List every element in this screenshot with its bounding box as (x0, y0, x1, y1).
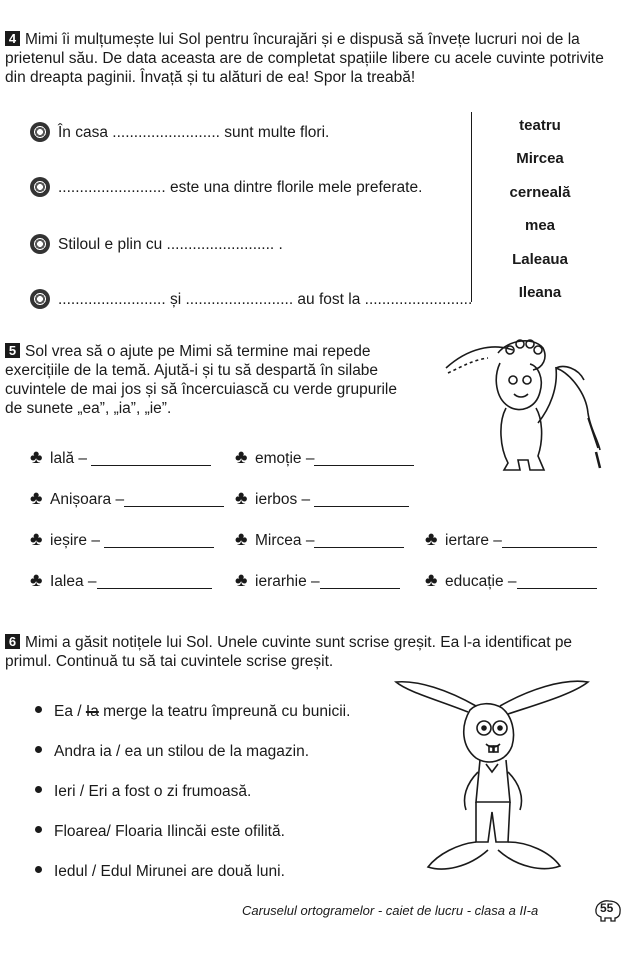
club-icon: ♣ (30, 570, 43, 591)
ex4-sentence-4: ......................... și ......................... au fost la ......................... (30, 289, 472, 309)
word-bank-item: teatru (519, 117, 561, 134)
answer-blank[interactable] (314, 465, 414, 466)
ex4-sentence-3: Stiloul e plin cu ......................... . (30, 234, 283, 254)
ex5-item: ♣ Anișoara – (30, 488, 224, 510)
word-bank-item: Ileana (518, 284, 562, 301)
page-number: 55 (600, 901, 614, 915)
club-icon: ♣ (30, 488, 43, 509)
club-icon: ♣ (235, 529, 248, 550)
answer-blank[interactable] (314, 506, 409, 507)
bullet-dot (35, 866, 42, 873)
ex5-item: ♣ educație – (425, 570, 597, 592)
answer-blank[interactable] (320, 588, 400, 589)
flower-icon (30, 122, 50, 142)
answer-blank[interactable] (124, 506, 224, 507)
word-bank-item: Mircea (516, 150, 564, 167)
page-number-badge (593, 898, 623, 922)
ex5-item: ♣ iertare – (425, 529, 597, 551)
answer-blank[interactable] (517, 588, 597, 589)
answer-blank[interactable] (91, 465, 211, 466)
ex6-instructions (5, 633, 620, 671)
answer-blank[interactable] (104, 547, 214, 548)
club-icon: ♣ (235, 447, 248, 468)
flower-icon (30, 289, 50, 309)
ex5-item: ♣ Ialea – (30, 570, 212, 592)
ex4-sentence-1: În casa ......................... sunt multe flori. (30, 122, 329, 142)
ex4-number-badge: 4 (5, 31, 20, 46)
ex6-sentence-1: Ea / Ia merge la teatru împreună cu bunicii. (35, 703, 350, 721)
bullet-dot (35, 826, 42, 833)
rabbit-illustration (388, 672, 618, 887)
ex5-instructions-text: Sol vrea să o ajute pe Mimi să termine mai repede exercițiile de la temă. Ajută-i și tu să despartă în silabe cuvintele de mai jos și să încercuiască cu verde grupurile de sunete „ea”, „ia”, „ie”. (5, 343, 397, 417)
ex6-sentence-4: Floarea/ Floaria Ilincăi este ofilită. (35, 823, 285, 841)
club-icon: ♣ (235, 488, 248, 509)
club-icon: ♣ (30, 529, 43, 550)
ex5-item: ♣ ierbos – (235, 488, 409, 510)
club-icon: ♣ (30, 447, 43, 468)
footer-text: Caruselul ortogramelor - caiet de lucru - clasa a II-a (242, 903, 539, 918)
ex5-item: ♣ ieșire – (30, 529, 214, 551)
club-icon: ♣ (425, 570, 438, 591)
club-icon: ♣ (235, 570, 248, 591)
ex4-sentence-2: ......................... este una dintre florile mele preferate. (30, 177, 422, 197)
ex6-sentence-2: Andra ia / ea un stilou de la magazin. (35, 743, 309, 761)
ex5-item: ♣ lală – (30, 447, 211, 469)
answer-blank[interactable] (97, 588, 212, 589)
answer-blank[interactable] (502, 547, 597, 548)
bullet-dot (35, 706, 42, 713)
crossed-word: Ia (85, 703, 99, 720)
ex6-instructions-text: Mimi a găsit notițele lui Sol. Unele cuvinte sunt scrise greșit. Ea l-a identificat pe primul. Continuă tu să tai cuvintele scrise greșit. (5, 634, 573, 670)
word-bank-divider (471, 112, 472, 302)
ex5-number-badge: 5 (5, 343, 20, 358)
ex5-instructions (5, 342, 405, 418)
ex4-instructions (5, 30, 620, 87)
ex6-sentence-5: Iedul / Edul Mirunei are două luni. (35, 863, 285, 881)
flower-icon (30, 177, 50, 197)
flower-icon (30, 234, 50, 254)
bullet-dot (35, 746, 42, 753)
squirrel-illustration (438, 328, 618, 478)
answer-blank[interactable] (314, 547, 404, 548)
word-bank-item: Laleaua (512, 251, 568, 268)
ex5-item: ♣ emoție – (235, 447, 414, 469)
ex5-item: ♣ ierarhie – (235, 570, 400, 592)
bullet-dot (35, 786, 42, 793)
word-bank-item: cerneală (509, 184, 571, 201)
club-icon: ♣ (425, 529, 438, 550)
word-bank-item: mea (524, 217, 556, 234)
ex5-item: ♣ Mircea – (235, 529, 404, 551)
ex6-number-badge: 6 (5, 634, 20, 649)
ex4-instructions-text: Mimi îi mulțumește lui Sol pentru încurajări și e dispusă să învețe lucruri noi de la prietenul său. De data aceasta are de completat spațiile libere cu acele cuvinte potrivite din dreapta paginii. Învață și tu alături de ea! Spor la treabă! (5, 31, 604, 86)
ex6-sentence-3: Ieri / Eri a fost o zi frumoasă. (35, 783, 251, 801)
